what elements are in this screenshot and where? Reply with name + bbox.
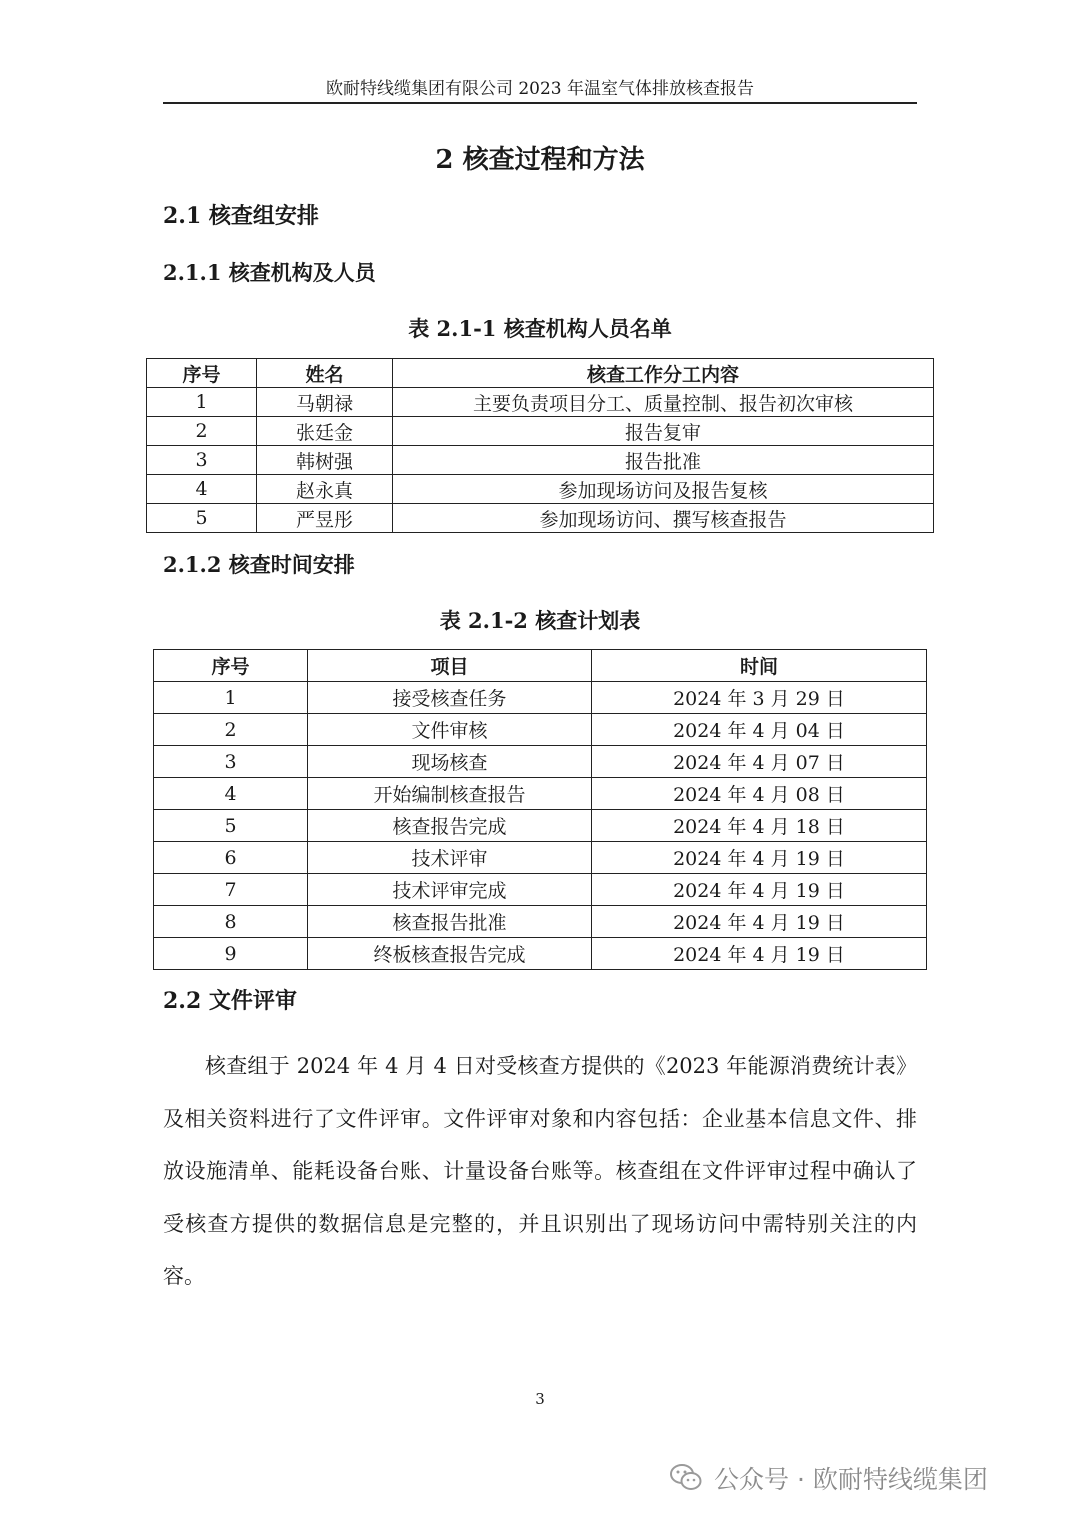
table-cell: 参加现场访问及报告复核	[393, 475, 934, 504]
table-cell: 5	[154, 810, 308, 842]
table-cell: 马朝禄	[257, 388, 393, 417]
schedule-table	[153, 649, 927, 970]
table-cell: 文件审核	[308, 714, 592, 746]
table-cell: 9	[154, 938, 308, 970]
table-cell: 终板核查报告完成	[308, 938, 592, 970]
table-row	[147, 504, 934, 533]
header-rule	[163, 102, 917, 104]
table-cell: 2024 年 4 月 08 日	[592, 778, 927, 810]
table-cell: 6	[154, 842, 308, 874]
table-row	[154, 682, 927, 714]
table-row	[154, 778, 927, 810]
watermark-text: 公众号 · 欧耐特线缆集团	[714, 1465, 988, 1494]
table-cell: 2024 年 4 月 19 日	[592, 842, 927, 874]
table-row	[154, 746, 927, 778]
table-cell: 技术评审	[308, 842, 592, 874]
table-cell: 2024 年 4 月 04 日	[592, 714, 927, 746]
table-cell: 7	[154, 874, 308, 906]
table-cell: 2024 年 3 月 29 日	[592, 682, 927, 714]
table-cell: 赵永真	[257, 475, 393, 504]
header-cell: 时间	[592, 650, 927, 682]
table-cell: 8	[154, 906, 308, 938]
table-cell: 现场核查	[308, 746, 592, 778]
table-cell: 2024 年 4 月 18 日	[592, 810, 927, 842]
table-cell: 4	[154, 778, 308, 810]
table-cell: 开始编制核查报告	[308, 778, 592, 810]
table-header-row	[147, 359, 934, 388]
table-cell: 张廷金	[257, 417, 393, 446]
section-2-1-2-heading: 2.1.2 核查时间安排	[163, 552, 355, 577]
table-cell: 2	[147, 417, 257, 446]
table1-caption: 表 2.1-1 核查机构人员名单	[408, 316, 672, 341]
table-cell: 2024 年 4 月 19 日	[592, 874, 927, 906]
page-number: 3	[535, 1390, 545, 1408]
watermark	[670, 1456, 988, 1500]
table-cell: 技术评审完成	[308, 874, 592, 906]
table-cell: 核查报告完成	[308, 810, 592, 842]
chapter-title: 2 核查过程和方法	[435, 145, 645, 175]
table-cell: 接受核查任务	[308, 682, 592, 714]
section-2-2-heading: 2.2 文件评审	[163, 988, 297, 1014]
table-cell: 报告复审	[393, 417, 934, 446]
table-cell: 2	[154, 714, 308, 746]
table-cell: 2024 年 4 月 19 日	[592, 906, 927, 938]
table-cell: 3	[147, 446, 257, 475]
section-2-1-heading: 2.1 核查组安排	[163, 203, 319, 229]
staff-table	[146, 358, 934, 533]
body-paragraph: 核查组于 2024 年 4 月 4 日对受核查方提供的《2023 年能源消费统计表》及相关资料进行了文件评审。文件评审对象和内容包括：企业基本信息文件、排放设施清单、能耗设备台账、计量设备台账等。核查组在文件评审过程中确认了受核查方提供的数据信息是完整的，并且识别出了现场访问中需特别关注的内容。	[163, 1054, 917, 1288]
table-row	[154, 938, 927, 970]
table-cell: 1	[147, 388, 257, 417]
table-cell: 1	[154, 682, 308, 714]
table-cell: 2024 年 4 月 19 日	[592, 938, 927, 970]
table-cell: 参加现场访问、撰写核查报告	[393, 504, 934, 533]
header-cell: 项目	[308, 650, 592, 682]
table-row	[154, 810, 927, 842]
table-cell: 报告批准	[393, 446, 934, 475]
table-row	[147, 417, 934, 446]
table-row	[147, 446, 934, 475]
table-header-row	[154, 650, 927, 682]
table-cell: 3	[154, 746, 308, 778]
table-cell: 2024 年 4 月 07 日	[592, 746, 927, 778]
header-cell: 核查工作分工内容	[393, 359, 934, 388]
header-cell: 序号	[147, 359, 257, 388]
table-row	[154, 874, 927, 906]
table-cell: 主要负责项目分工、质量控制、报告初次审核	[393, 388, 934, 417]
table-row	[154, 842, 927, 874]
wechat-icon	[670, 1463, 702, 1493]
table2-caption: 表 2.1-2 核查计划表	[439, 608, 641, 633]
table-row	[154, 906, 927, 938]
table-cell: 核查报告批准	[308, 906, 592, 938]
table-row	[154, 714, 927, 746]
table-cell: 5	[147, 504, 257, 533]
header-cell: 姓名	[257, 359, 393, 388]
header-cell: 序号	[154, 650, 308, 682]
table-cell: 严昱彤	[257, 504, 393, 533]
table-row	[147, 388, 934, 417]
table-cell: 4	[147, 475, 257, 504]
running-header: 欧耐特线缆集团有限公司 2023 年温室气体排放核查报告	[325, 79, 755, 99]
section-2-1-1-heading: 2.1.1 核查机构及人员	[163, 260, 376, 285]
table-row	[147, 475, 934, 504]
table-cell: 韩树强	[257, 446, 393, 475]
